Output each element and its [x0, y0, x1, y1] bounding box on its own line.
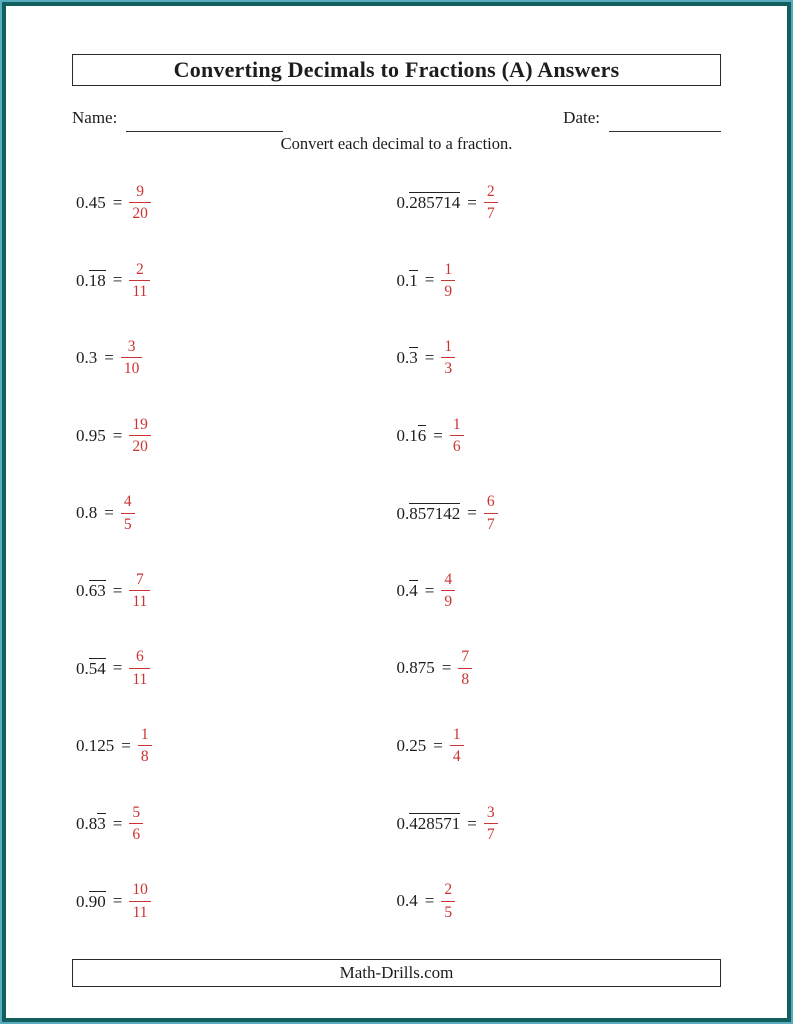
decimal-repeating-overline-digits: 18 [88, 270, 106, 290]
decimal-value [397, 891, 418, 911]
decimal-nonrepeating-digits: 0.125 [76, 735, 115, 755]
fraction-numerator: 10 [129, 880, 151, 901]
equals-sign: = [112, 891, 123, 911]
equals-sign: = [433, 735, 443, 755]
fraction-numerator: 4 [441, 570, 455, 591]
decimal-repeating-overline-digits: 3 [409, 348, 418, 368]
decimal-nonrepeating-digits: 0. [396, 503, 410, 523]
problems-grid [72, 164, 721, 940]
decimal-nonrepeating-digits: 0.95 [76, 425, 106, 445]
problem-item [397, 785, 722, 863]
decimal-value [397, 580, 418, 601]
fraction-denominator: 11 [132, 593, 148, 611]
fraction-numerator: 3 [121, 337, 143, 358]
decimal-repeating-overline-digits: 63 [88, 581, 106, 601]
problem-item [72, 319, 397, 397]
answer-fraction [129, 570, 150, 612]
fraction-numerator: 1 [450, 725, 464, 746]
fraction-denominator: 4 [452, 748, 461, 766]
problem-item [72, 785, 397, 863]
problem-item [72, 552, 397, 630]
equals-sign: = [424, 891, 435, 911]
decimal-value [397, 736, 427, 756]
fraction-denominator: 9 [444, 593, 453, 611]
date-label: Date: [563, 108, 600, 127]
fraction-denominator: 20 [132, 438, 148, 456]
problem-item [397, 862, 722, 940]
decimal-nonrepeating-digits: 0.875 [396, 658, 435, 678]
fraction-denominator: 20 [132, 205, 148, 223]
decimal-value [76, 270, 106, 291]
answer-fraction [441, 880, 455, 922]
fraction-numerator: 7 [458, 647, 472, 668]
answer-fraction [129, 182, 151, 224]
decimal-nonrepeating-digits: 0.8 [76, 503, 98, 523]
fraction-denominator: 9 [444, 282, 453, 300]
page-title: Converting Decimals to Fractions (A) Answers [173, 57, 620, 82]
answer-fraction [441, 260, 455, 302]
problem-item [72, 630, 397, 708]
answer-fraction [129, 803, 143, 845]
problem-item [397, 319, 722, 397]
fraction-numerator: 2 [484, 182, 498, 203]
equals-sign: = [467, 192, 477, 212]
decimal-nonrepeating-digits: 0.8 [76, 814, 98, 834]
fraction-numerator: 19 [129, 415, 151, 436]
name-date-row [72, 100, 721, 128]
fraction-numerator: 3 [484, 803, 498, 824]
equals-sign: = [112, 192, 123, 212]
equals-sign: = [112, 425, 123, 445]
fraction-numerator: 1 [441, 260, 455, 281]
decimal-value [397, 347, 418, 368]
decimal-value [397, 658, 435, 678]
equals-sign: = [467, 813, 477, 833]
problem-item [397, 397, 722, 475]
decimal-nonrepeating-digits: 0.25 [396, 735, 427, 755]
answer-fraction [129, 880, 151, 922]
fraction-denominator: 6 [452, 438, 461, 456]
problem-item [72, 862, 397, 940]
problem-item [72, 397, 397, 475]
decimal-value [76, 813, 106, 834]
name-label: Name: [72, 108, 118, 127]
fraction-denominator: 5 [444, 903, 453, 921]
problem-item [397, 242, 722, 320]
answer-fraction [441, 570, 455, 612]
decimal-value [76, 736, 114, 756]
answer-fraction [129, 415, 151, 457]
decimal-value [76, 580, 106, 601]
decimal-nonrepeating-digits: 0. [76, 270, 89, 290]
answer-fraction [450, 725, 464, 767]
fraction-numerator: 9 [129, 182, 151, 203]
problem-item [72, 474, 397, 552]
equals-sign: = [424, 270, 435, 290]
fraction-numerator: 1 [138, 725, 152, 746]
equals-sign: = [104, 503, 114, 523]
decimal-value [76, 426, 106, 446]
problem-item [397, 474, 722, 552]
decimal-value [76, 891, 106, 912]
decimal-value [397, 270, 418, 291]
decimal-nonrepeating-digits: 0. [76, 658, 89, 678]
answer-fraction [129, 647, 150, 689]
decimal-nonrepeating-digits: 0. [396, 581, 410, 601]
equals-sign: = [112, 813, 123, 833]
decimal-nonrepeating-digits: 0.4 [396, 891, 418, 911]
decimal-value [397, 813, 461, 834]
decimal-nonrepeating-digits: 0. [396, 193, 410, 213]
worksheet-page [2, 2, 791, 1022]
problems-column-left [72, 164, 397, 940]
problem-item [72, 242, 397, 320]
fraction-numerator: 6 [484, 492, 498, 513]
fraction-denominator: 7 [486, 826, 495, 844]
equals-sign: = [441, 658, 452, 678]
decimal-repeating-overline-digits: 285714 [409, 193, 461, 213]
decimal-value [76, 658, 106, 679]
decimal-nonrepeating-digits: 0. [396, 348, 410, 368]
fraction-denominator: 11 [132, 282, 148, 300]
fraction-numerator: 5 [129, 803, 143, 824]
equals-sign: = [433, 425, 443, 445]
equals-sign: = [112, 270, 123, 290]
equals-sign: = [112, 580, 123, 600]
equals-sign: = [467, 503, 477, 523]
equals-sign: = [121, 735, 131, 755]
decimal-value [397, 425, 427, 446]
problem-item [72, 164, 397, 242]
answer-fraction [484, 182, 498, 224]
decimal-repeating-overline-digits: 3 [97, 814, 106, 834]
footer-site-name: Math-Drills.com [339, 962, 454, 982]
fraction-numerator: 6 [129, 647, 150, 668]
fraction-denominator: 11 [132, 903, 148, 921]
problems-column-right [397, 164, 722, 940]
name-blank-line [126, 110, 283, 132]
fraction-denominator: 5 [123, 515, 132, 533]
answer-fraction [458, 647, 472, 689]
decimal-repeating-overline-digits: 6 [417, 426, 427, 446]
decimal-nonrepeating-digits: 0.3 [76, 347, 98, 367]
equals-sign: = [424, 580, 435, 600]
decimal-repeating-overline-digits: 54 [88, 658, 106, 678]
fraction-numerator: 2 [129, 260, 150, 281]
problem-item [397, 164, 722, 242]
problem-item [397, 552, 722, 630]
answer-fraction [484, 803, 498, 845]
answer-fraction [450, 415, 464, 457]
fraction-denominator: 3 [444, 360, 453, 378]
decimal-nonrepeating-digits: 0. [396, 814, 410, 834]
decimal-nonrepeating-digits: 0.1 [396, 426, 418, 446]
fraction-numerator: 1 [441, 337, 455, 358]
decimal-repeating-overline-digits: 428571 [409, 814, 461, 834]
date-blank-line [609, 110, 721, 132]
fraction-denominator: 10 [123, 360, 140, 378]
title-box [72, 54, 721, 86]
decimal-repeating-overline-digits: 4 [409, 581, 418, 601]
fraction-denominator: 7 [486, 205, 495, 223]
decimal-value [76, 348, 97, 368]
decimal-nonrepeating-digits: 0.45 [76, 192, 106, 212]
fraction-denominator: 11 [132, 670, 148, 688]
footer-box [72, 959, 721, 987]
equals-sign: = [112, 658, 123, 678]
decimal-value [397, 192, 461, 213]
answer-fraction [129, 260, 150, 302]
fraction-numerator: 4 [121, 492, 135, 513]
decimal-repeating-overline-digits: 90 [88, 891, 106, 911]
answer-fraction [441, 337, 455, 379]
fraction-numerator: 7 [129, 570, 150, 591]
fraction-denominator: 7 [486, 515, 495, 533]
problem-item [72, 707, 397, 785]
decimal-nonrepeating-digits: 0. [76, 581, 89, 601]
decimal-nonrepeating-digits: 0. [396, 270, 410, 290]
decimal-repeating-overline-digits: 1 [409, 270, 418, 290]
fraction-denominator: 8 [461, 670, 470, 688]
fraction-denominator: 6 [132, 826, 141, 844]
equals-sign: = [104, 347, 114, 367]
fraction-denominator: 8 [140, 748, 149, 766]
decimal-value [76, 503, 97, 523]
fraction-numerator: 1 [450, 415, 464, 436]
problem-item [397, 707, 722, 785]
fraction-numerator: 2 [441, 880, 455, 901]
decimal-repeating-overline-digits: 857142 [409, 503, 461, 523]
problem-item [397, 630, 722, 708]
decimal-value [397, 503, 461, 524]
answer-fraction [121, 337, 143, 379]
decimal-value [76, 193, 106, 213]
decimal-nonrepeating-digits: 0. [76, 891, 89, 911]
answer-fraction [484, 492, 498, 534]
instruction-text: Convert each decimal to a fraction. [280, 134, 513, 153]
answer-fraction [138, 725, 152, 767]
equals-sign: = [424, 347, 435, 367]
answer-fraction [121, 492, 135, 534]
